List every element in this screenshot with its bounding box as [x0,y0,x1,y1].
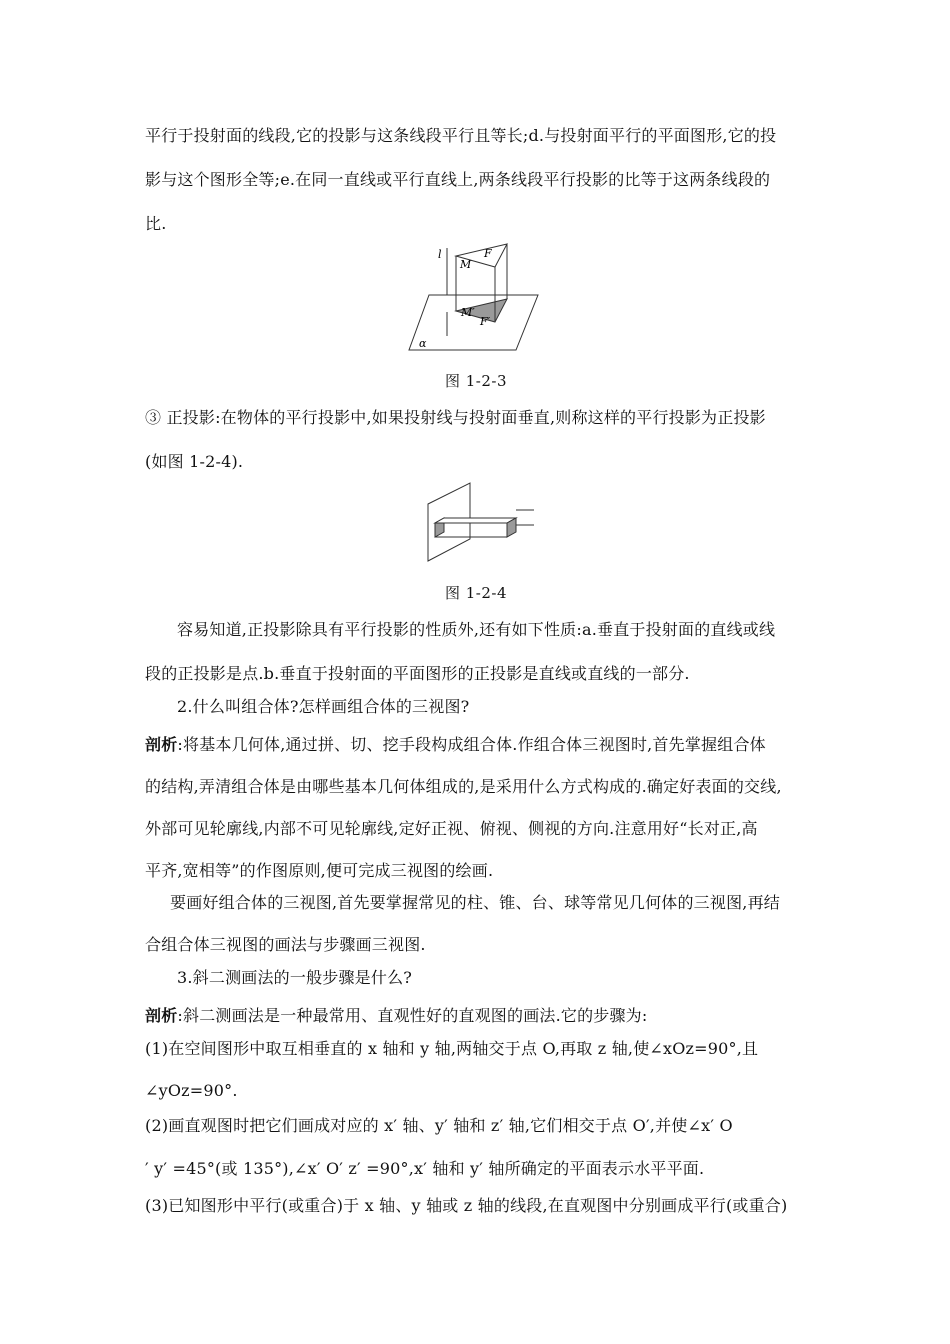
paragraph-line: 平行于投射面的线段,它的投影与这条线段平行且等长;d.与投射面平行的平面图形,它的投 [145,126,777,145]
paragraph-line [145,735,815,755]
label-M-prime: M′ [461,306,475,319]
paragraph-line: 比. [145,214,167,233]
paragraph-line: 平齐,宽相等”的作图原则,便可完成三视图的绘画. [145,861,494,880]
paragraph-line [145,1006,815,1026]
question-heading: 3.斜二测画法的一般步骤是什么? [177,968,413,987]
paragraph-line: 合组合体三视图的画法与步骤画三视图. [145,935,426,954]
step-line: (3)已知图形中平行(或重合)于 x 轴、y 轴或 z 轴的线段,在直观图中分别画成平行(或重合) [145,1196,788,1215]
paragraph-line: 段的正投影是点.b.垂直于投射面的平面图形的正投影是直线或直线的一部分. [145,664,690,683]
paragraph-line: (如图 1-2-4). [145,452,244,471]
label-F: F [484,247,492,260]
step-line: (2)画直观图时把它们画成对应的 x′ 轴、y′ 轴和 z′ 轴,它们相交于点 O′,并使∠x′ O [145,1116,733,1135]
figure-caption: 图 1-2-4 [445,584,508,602]
label-M: M [460,258,472,271]
answer-text: :斜二测画法是一种最常用、直观性好的直观图的画法.它的步骤为: [177,1006,648,1025]
step-line: ∠yOz=90°. [145,1081,238,1100]
plane-alpha [409,295,538,350]
figure-caption: 图 1-2-3 [445,372,508,390]
step-line: ′ y′ =45°(或 135°),∠x′ O′ z′ =90°,x′ 轴和 y′ 轴所确定的平面表示水平平面. [145,1159,705,1178]
label-alpha: α [419,337,427,350]
paragraph-line: 容易知道,正投影除具有平行投影的性质外,还有如下性质:a.垂直于投射面的直线或线 [177,620,776,639]
answer-text: :将基本几何体,通过拼、切、挖手段构成组合体.作组合体三视图时,首先掌握组合体 [177,735,766,754]
answer-label: 剖析 [145,735,178,754]
box-top [435,518,516,523]
paragraph-line: 影与这个图形全等;e.在同一直线或平行直线上,两条线段平行投影的比等于这两条线段的 [145,170,771,189]
label-l: l [438,248,442,261]
paragraph-line: 要画好组合体的三视图,首先要掌握常见的柱、锥、台、球等常见几何体的三视图,再结 [170,893,780,912]
step-line: (1)在空间图形中取互相垂直的 x 轴和 y 轴,两轴交于点 O,再取 z 轴,使∠xOz=90°,且 [145,1039,759,1058]
figure-prism-projection [405,240,545,355]
question-heading: 2.什么叫组合体?怎样画组合体的三视图? [177,697,470,716]
paragraph-line: 外部可见轮廓线,内部不可见轮廓线,定好正视、俯视、侧视的方向.注意用好“长对正,高 [145,819,758,838]
paragraph-line: ③ 正投影:在物体的平行投影中,如果投射线与投射面垂直,则称这样的平行投影为正投影 [145,408,766,427]
figure-orthographic-projection [412,480,540,564]
paragraph-line: 的结构,弄清组合体是由哪些基本几何体组成的,是采用什么方式构成的.确定好表面的交线, [145,777,782,796]
answer-label: 剖析 [145,1006,178,1025]
label-F-prime: F′ [480,315,491,328]
